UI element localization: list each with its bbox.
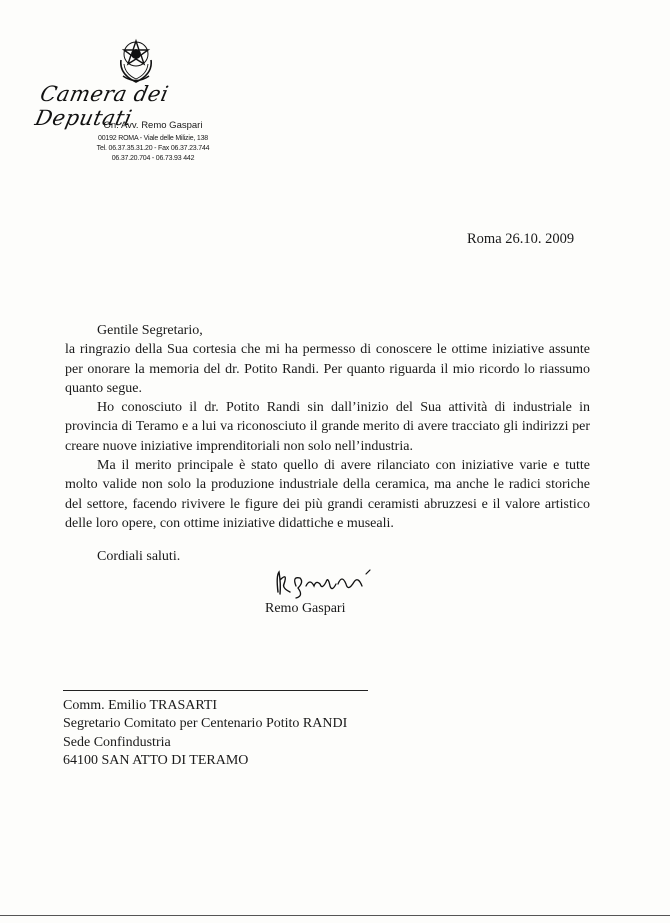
handwritten-signature <box>270 566 390 600</box>
signer-name: Remo Gaspari <box>265 601 346 616</box>
letterhead-block <box>78 120 228 164</box>
recipient-name: Comm. Emilio TRASARTI <box>63 698 218 713</box>
letter-date: Roma 26.10. 2009 <box>467 231 575 247</box>
recipient-city: 64100 SAN ATTO DI TERAMO <box>63 753 249 769</box>
page-edge-line <box>0 915 670 916</box>
letterhead-name: On. Avv. Remo Gaspari <box>103 120 203 131</box>
paragraph-2: Ho conosciuto il dr. Potito Randi sin dall’inizio del Sua attività di industriale in provincia di Teramo e a lui va riconosciuto il grande merito di avere tracciato gli indirizzi per creare nuove iniziative imprenditoriali non solo nell’industria. <box>65 400 590 454</box>
recipient-role: Segretario Comitato per Centenario Potito RANDI <box>63 716 348 732</box>
recipient-office: Sede Confindustria <box>63 734 171 750</box>
institution-name: Camera dei Deputati <box>32 82 171 130</box>
letterhead-phone-2: 06.37.20.704 - 06.73.93 442 <box>111 155 195 162</box>
recipient-address <box>63 697 347 771</box>
salutation: Gentile Segretario, <box>97 323 203 338</box>
paragraph-3: Ma il merito principale è stato quello di avere rilanciato con iniziative varie e tutte molto valide non solo la produzione industriale della ceramica, ma anche le radici storiche del settore, facendo rivivere le figure dei più grandi ceramisti abruzzesi e il valore artistico delle loro opere, con ottime iniziative didattiche e museali. <box>65 458 590 531</box>
republic-emblem-icon <box>115 38 157 86</box>
recipient-divider <box>63 690 368 691</box>
paragraph-1: la ringrazio della Sua cortesia che mi ha permesso di conoscere le ottime iniziative assunte per onorare la memoria del dr. Potito Randi. Per quanto riguarda il mio ricordo lo riassumo quanto segue. <box>65 342 590 396</box>
letter-body <box>65 321 590 533</box>
closing: Cordiali saluti. <box>97 549 181 564</box>
letterhead-address: 00192 ROMA - Viale delle Milizie, 138 <box>98 135 208 142</box>
letterhead-phone: Tel. 06.37.35.31.20 - Fax 06.37.23.744 <box>96 145 210 152</box>
